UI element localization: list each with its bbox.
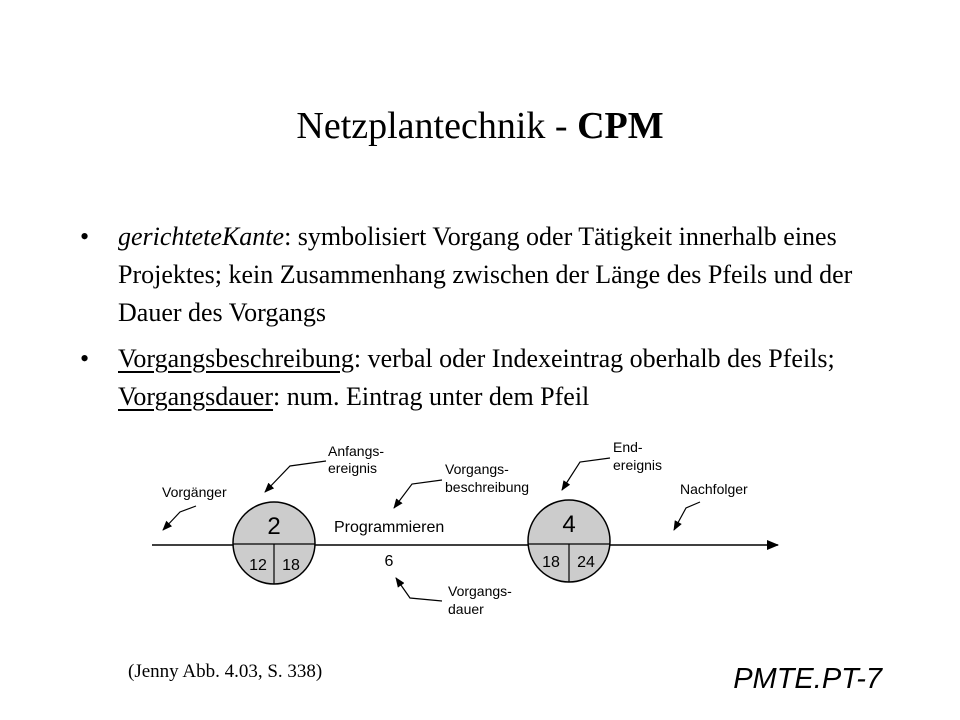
label-anfangsereignis-2: ereignis xyxy=(328,460,378,476)
term-vorgangsbeschreibung: Vorgangsbeschreibung xyxy=(118,344,354,373)
end-node xyxy=(528,500,610,582)
title-prefix: Netzplantechnik - xyxy=(296,105,578,147)
end-node-id: 4 xyxy=(562,511,576,538)
label-nachfolger: Nachfolger xyxy=(680,481,748,497)
pointer-dauer xyxy=(396,578,442,601)
label-anfangsereignis-1: Anfangs- xyxy=(328,443,385,459)
figure-caption: (Jenny Abb. 4.03, S. 338) xyxy=(128,661,323,682)
text-vorgangsdauer: : num. Eintrag unter dem Pfeil xyxy=(273,382,590,411)
slide-id: PMTE.PT-7 xyxy=(733,663,882,695)
end-node-latest: 24 xyxy=(577,554,595,571)
pointer-beschreibung xyxy=(394,480,442,508)
title-bold: CPM xyxy=(577,105,664,147)
term-vorgangsdauer: Vorgangsdauer xyxy=(118,382,274,411)
start-node-earliest: 12 xyxy=(249,557,267,574)
bullet-dot: • xyxy=(80,222,90,251)
label-beschreibung-1: Vorgangs- xyxy=(445,461,509,477)
pointer-nachfolger xyxy=(674,502,700,530)
start-node xyxy=(233,502,315,584)
activity-duration: 6 xyxy=(384,553,394,570)
pointer-anfangsereignis xyxy=(265,461,326,492)
activity-label: Programmieren xyxy=(334,519,445,536)
pointer-endereignis xyxy=(562,458,610,490)
text-gerichtete-kante: : symbolisiert Vorgang oder Tätigkeit innerhalb eines Projektes; kein Zusammenhang zwischen der Länge des Pfeils und der Dauer des Vorgangs xyxy=(118,222,853,327)
text-vorgangsbeschreibung: : verbal oder Indexeintrag oberhalb des Pfeils; xyxy=(353,344,835,373)
label-vorgaenger: Vorgänger xyxy=(162,484,227,500)
label-endereignis-1: End- xyxy=(613,439,643,455)
start-node-id: 2 xyxy=(267,513,281,540)
term-gerichtete-kante: gerichteteKante xyxy=(118,222,285,251)
start-node-latest: 18 xyxy=(282,557,300,574)
label-dauer-1: Vorgangs- xyxy=(448,583,512,599)
label-endereignis-2: ereignis xyxy=(613,457,663,473)
end-node-earliest: 18 xyxy=(542,554,560,571)
bullet-dot: • xyxy=(80,344,90,373)
pointer-vorgaenger xyxy=(163,506,196,530)
label-dauer-2: dauer xyxy=(448,601,484,617)
label-beschreibung-2: beschreibung xyxy=(445,479,530,495)
